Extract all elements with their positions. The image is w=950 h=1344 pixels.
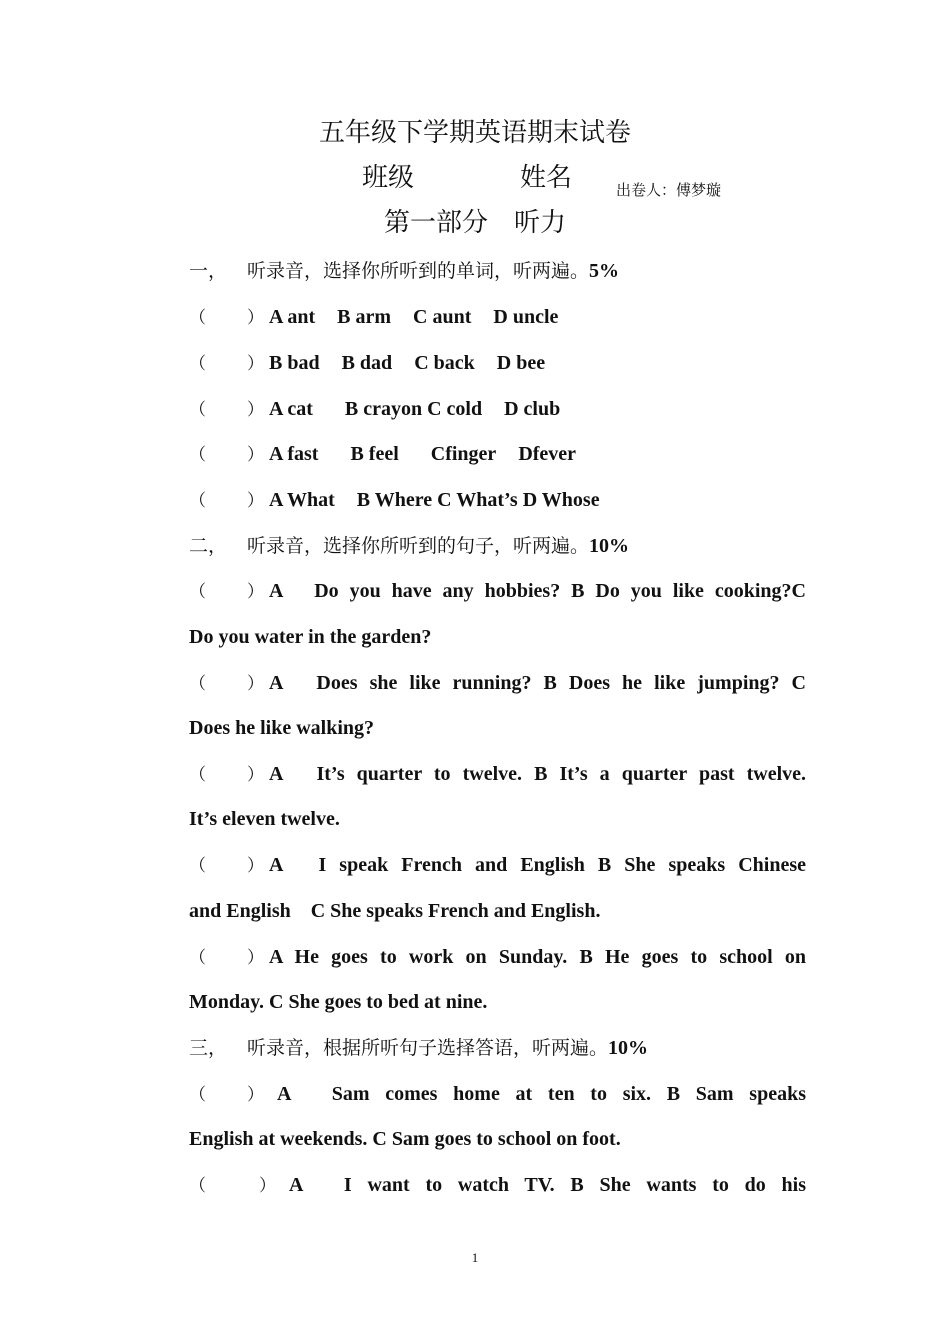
question-row xyxy=(189,441,806,468)
answer-blank-open[interactable]: （ xyxy=(189,674,206,694)
answer-blank-close: ） xyxy=(247,674,264,694)
answer-blank-close: ） xyxy=(247,308,264,328)
question-continuation: It’s eleven twelve. xyxy=(189,808,340,830)
question-row xyxy=(189,304,806,331)
author-label: 出卷人：傅梦璇 xyxy=(616,181,722,199)
option: D bee xyxy=(496,352,546,374)
section1-heading xyxy=(189,258,806,284)
answer-blank-open[interactable]: （ xyxy=(189,765,206,785)
option: B feel xyxy=(350,443,399,465)
section-number: 三， xyxy=(189,1037,228,1059)
question-text: A Does she like running? B Does he like jumping? C xyxy=(269,672,806,694)
answer-blank-open[interactable]: （ xyxy=(189,445,206,465)
section-number: 二， xyxy=(189,535,228,557)
question-continuation: Does he like walking? xyxy=(189,717,375,739)
answer-blank-close: ） xyxy=(247,765,264,785)
question-text: A I speak French and English B She speaks Chinese xyxy=(269,854,806,876)
option: C aunt xyxy=(413,306,472,328)
option: B crayon C cold xyxy=(344,398,483,420)
question-row xyxy=(189,350,806,377)
option: D club xyxy=(504,398,561,420)
question-continuation: Monday. C She goes to bed at nine. xyxy=(189,991,488,1013)
question-row xyxy=(189,761,806,788)
section-score: 5% xyxy=(589,260,620,282)
option: D uncle xyxy=(493,306,559,328)
question-row xyxy=(189,1081,806,1108)
option: A What xyxy=(269,489,335,511)
question-row xyxy=(189,487,806,514)
answer-blank-close: ） xyxy=(247,1085,264,1105)
answer-blank-open[interactable]: （ xyxy=(189,1176,206,1196)
class-label: 班级 xyxy=(362,163,415,193)
answer-blank-close: ） xyxy=(247,856,264,876)
answer-blank-open[interactable]: （ xyxy=(189,856,206,876)
question-continuation: English at weekends. C Sam goes to school on foot. xyxy=(189,1128,621,1150)
answer-blank-open[interactable]: （ xyxy=(189,582,206,602)
answer-blank-close: ） xyxy=(247,354,264,374)
question-continuation: and English C She speaks French and English. xyxy=(189,900,601,922)
option: A cat xyxy=(269,398,313,420)
section-instruction: 听录音，根据所听句子选择答语，听两遍。 xyxy=(247,1037,609,1059)
answer-blank-close: ） xyxy=(247,445,264,465)
question-text: A Do you have any hobbies? B Do you like cooking?C xyxy=(269,580,806,602)
section-score: 10% xyxy=(589,535,630,557)
answer-blank-open[interactable]: （ xyxy=(189,400,206,420)
page-number: 1 xyxy=(471,1250,479,1265)
section-instruction: 听录音，选择你所听到的句子，听两遍。 xyxy=(247,535,590,557)
answer-blank-open[interactable]: （ xyxy=(189,491,206,511)
section-score: 10% xyxy=(608,1037,649,1059)
option: C back xyxy=(414,352,475,374)
option: A fast xyxy=(269,443,319,465)
question-row xyxy=(189,1172,806,1199)
question-text: A I want to watch TV. B She wants to do his xyxy=(289,1174,806,1196)
answer-blank-close: ） xyxy=(247,491,264,511)
answer-blank-open[interactable]: （ xyxy=(189,354,206,374)
option: B dad xyxy=(341,352,393,374)
option: A ant xyxy=(269,306,316,328)
question-row xyxy=(189,578,806,605)
answer-blank-open[interactable]: （ xyxy=(189,1085,206,1105)
answer-blank-open[interactable]: （ xyxy=(189,308,206,328)
exam-title: 五年级下学期英语期末试卷 xyxy=(318,118,631,148)
option: B arm xyxy=(337,306,392,328)
question-row xyxy=(189,944,806,971)
section-number: 一， xyxy=(189,260,228,282)
answer-blank-close: ） xyxy=(247,582,264,602)
answer-blank-close: ） xyxy=(259,1176,276,1196)
option: Dfever xyxy=(518,443,577,465)
question-text: A He goes to work on Sunday. B He goes to school on xyxy=(269,946,806,968)
question-continuation: Do you water in the garden? xyxy=(189,626,432,648)
name-label: 姓名 xyxy=(520,163,573,193)
answer-blank-close: ） xyxy=(247,400,264,420)
option: B bad xyxy=(269,352,320,374)
part-title: 第一部分 听力 xyxy=(383,208,566,238)
section2-heading xyxy=(189,533,806,559)
question-text: A Sam comes home at ten to six. B Sam speaks xyxy=(277,1083,806,1105)
question-text: A It’s quarter to twelve. B It’s a quarter past twelve. xyxy=(269,763,806,785)
question-row xyxy=(189,670,806,697)
question-row xyxy=(189,396,806,423)
answer-blank-close: ） xyxy=(247,948,264,968)
option: Cfinger xyxy=(430,443,497,465)
question-row xyxy=(189,852,806,879)
answer-blank-open[interactable]: （ xyxy=(189,948,206,968)
option: B Where C What’s D Whose xyxy=(356,489,600,511)
section3-heading xyxy=(189,1035,806,1061)
section-instruction: 听录音，选择你所听到的单词，听两遍。 xyxy=(247,260,590,282)
